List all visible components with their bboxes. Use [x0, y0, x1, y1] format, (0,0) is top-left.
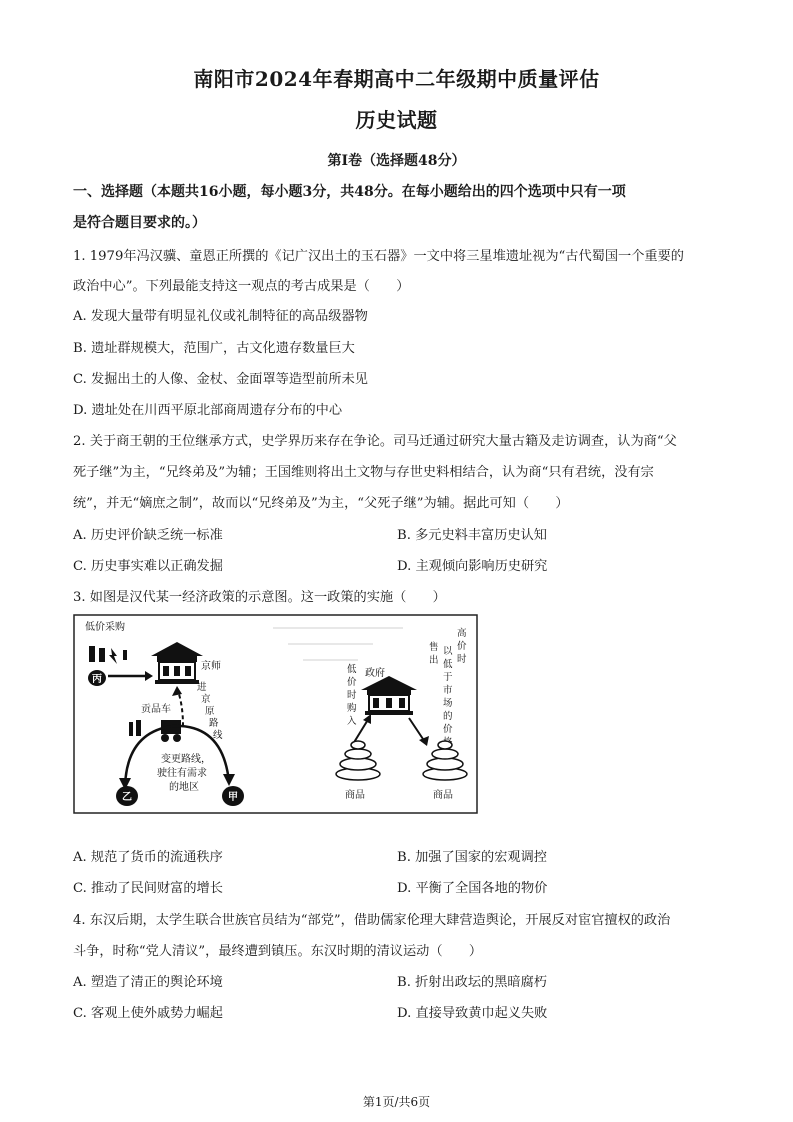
- question-text: 死子继”为主，“兄终弟及”为辅；王国维则将出土文物与存世史料相结合，认为商“只有君统，没有宗: [73, 465, 654, 480]
- option-b: B. 遗址群规模大，范围广，古文化遗存数量巨大: [73, 341, 355, 356]
- svg-text:出: 出: [429, 655, 439, 666]
- option-d: D. 直接导致黄巾起义失败: [397, 1006, 548, 1021]
- option-c: C. 发掘出土的人像、金杖、金面罩等造型前所未见: [73, 372, 368, 387]
- part-title: 第Ⅰ卷（选择题48分）: [327, 153, 466, 169]
- svg-text:价: 价: [443, 724, 453, 735]
- svg-text:价: 价: [347, 677, 357, 688]
- policy-diagram: [73, 614, 478, 814]
- svg-text:价: 价: [457, 641, 467, 652]
- option-b: B. 折射出政坛的黑暗腐朽: [397, 975, 547, 990]
- option-b: B. 加强了国家的宏观调控: [397, 850, 547, 865]
- goods-left-label: 商品: [345, 790, 365, 801]
- question-text: 2. 关于商王朝的王位继承方式，史学界历来存在争论。司马迁通过研究大量古籍及走访调查，认为商“父: [73, 434, 677, 449]
- question-text: 统”，并无“嫡庶之制”，故而以“兄终弟及”为主，“父死子继”为辅。据此可知（ ）: [73, 496, 569, 511]
- svg-text:于: 于: [443, 672, 453, 683]
- option-c: C. 历史事实难以正确发掘: [73, 559, 223, 574]
- government-label: 政府: [365, 668, 385, 679]
- changed-route-label-1: 变更路线，: [161, 754, 211, 765]
- option-a: A. 历史评价缺乏统一标准: [73, 528, 223, 543]
- svg-text:的: 的: [443, 711, 453, 722]
- question-text: 3. 如图是汉代某一经济政策的示意图。这一政策的实施（ ）: [73, 590, 446, 605]
- exam-title: 南阳市2024年春期高中二年级期中质量评估: [193, 67, 600, 91]
- option-c: C. 客观上使外戚势力崛起: [73, 1006, 223, 1021]
- option-d: D. 平衡了全国各地的物价: [397, 881, 548, 896]
- svg-text:进: 进: [197, 682, 207, 693]
- subject-title: 历史试题: [355, 108, 438, 132]
- question-text: 政治中心”。下列最能支持这一观点的考古成果是（ ）: [73, 279, 410, 294]
- svg-text:低: 低: [347, 664, 357, 675]
- jia-label: 甲: [228, 792, 238, 803]
- high-price-time-label: [457, 627, 467, 665]
- page-number: 第1页/共6页: [362, 1095, 431, 1109]
- svg-text:市: 市: [443, 685, 453, 696]
- tribute-cart-label: 贡品车: [141, 704, 171, 715]
- changed-route-label-3: 的地区: [169, 782, 199, 793]
- option-d: D. 遗址处在川西平原北部商周遗存分布的中心: [73, 403, 343, 418]
- question-text: 1. 1979年冯汉骥、童恩正所撰的《记广汉出土的玉石器》一文中将三星堆遗址视为“古代蜀国一个重要的: [73, 249, 684, 264]
- yi-label: 乙: [122, 792, 132, 803]
- svg-text:京: 京: [201, 694, 211, 705]
- svg-text:线: 线: [213, 730, 223, 741]
- section-instruction-line2: 是符合题目要求的。）: [73, 215, 206, 231]
- goods-right-label: 商品: [433, 790, 453, 801]
- diagram-border: [74, 615, 477, 813]
- svg-text:购: 购: [347, 703, 357, 714]
- svg-text:售: 售: [429, 642, 439, 653]
- option-a: A. 规范了货币的流通秩序: [73, 850, 223, 865]
- svg-text:高: 高: [457, 628, 467, 639]
- changed-route-label-2: 驶往有需求: [157, 768, 207, 779]
- low-price-buy-label: [347, 664, 357, 727]
- question-text: 4. 东汉后期，太学生联合世族官员结为“部党”，借助儒家伦理大肆营造舆论，开展反对宦官擅权的政治: [73, 913, 671, 928]
- low-buy-label: 低价采购: [85, 622, 125, 633]
- svg-text:场: 场: [443, 698, 453, 709]
- question-text: 斗争，时称“党人清议”，最终遭到镇压。东汉时期的清议运动（ ）: [73, 944, 483, 959]
- svg-text:入: 入: [347, 716, 357, 727]
- option-d: D. 主观倾向影响历史研究: [397, 559, 548, 574]
- svg-text:时: 时: [347, 690, 357, 701]
- svg-text:时: 时: [457, 654, 467, 665]
- option-b: B. 多元史料丰富历史认知: [397, 528, 547, 543]
- option-a: A. 发现大量带有明显礼仪或礼制特征的高品级器物: [73, 309, 368, 324]
- option-c: C. 推动了民间财富的增长: [73, 881, 223, 896]
- svg-text:低: 低: [443, 659, 453, 670]
- svg-text:原: 原: [205, 706, 215, 717]
- bin-label: 丙: [92, 674, 102, 685]
- svg-text:路: 路: [209, 718, 219, 729]
- svg-text:以: 以: [443, 646, 453, 657]
- capital-label: 京师: [201, 661, 221, 672]
- section-instruction-line1: 一、选择题（本题共16小题，每小题3分，共48分。在每小题给出的四个选项中只有一项: [73, 184, 626, 200]
- option-a: A. 塑造了清正的舆论环境: [73, 975, 223, 990]
